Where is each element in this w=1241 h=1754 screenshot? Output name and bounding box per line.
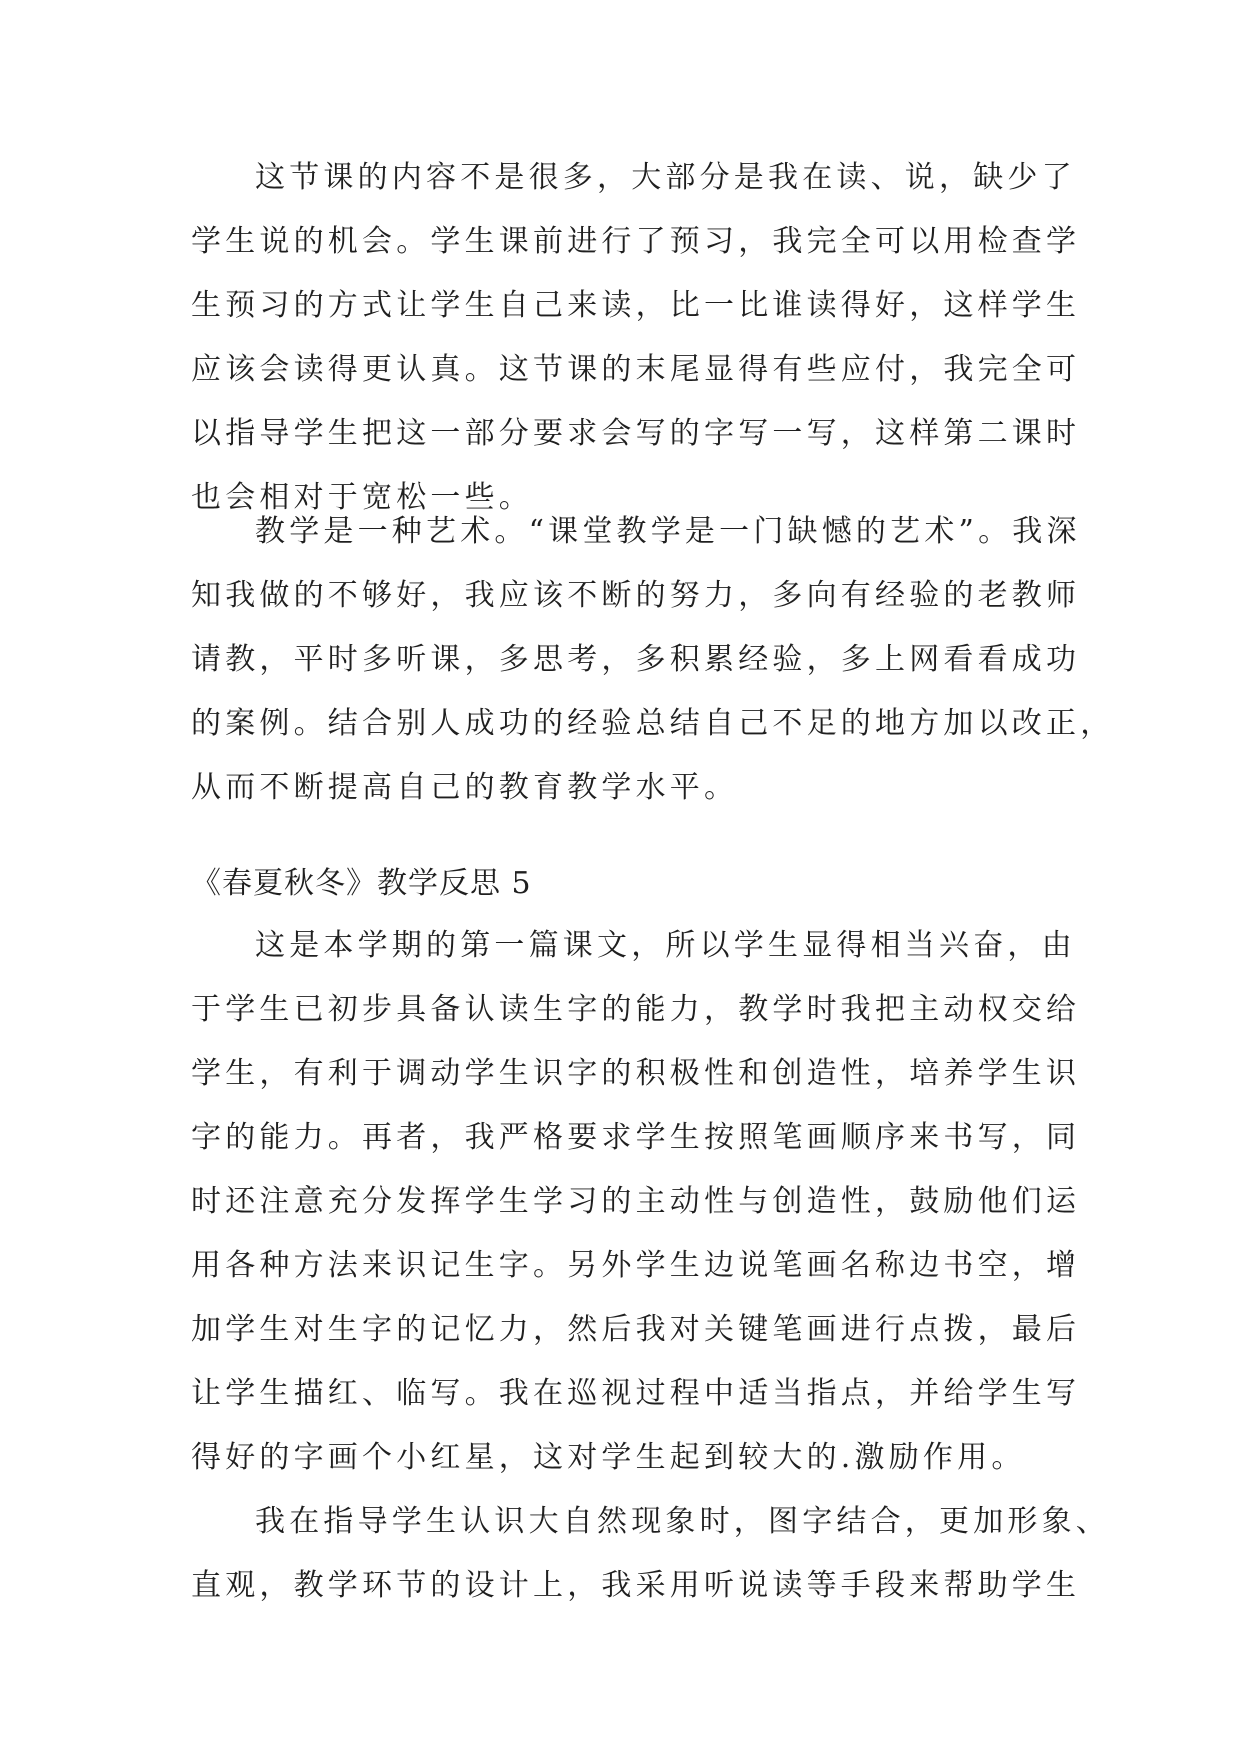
text-line: 于学生已初步具备认读生字的能力，教学时我把主动权交给 — [191, 992, 1081, 1027]
text-line: 请教，平时多听课，多思考，多积累经验，多上网看看成功 — [191, 642, 1081, 677]
text-line: 学生说的机会。学生课前进行了预习，我完全可以用检查学 — [191, 224, 1081, 259]
text-line: 的案例。结合别人成功的经验总结自己不足的地方加以改正， — [191, 706, 1115, 741]
text-line: 这是本学期的第一篇课文，所以学生显得相当兴奋，由 — [255, 928, 1076, 963]
section-heading: 《春夏秋冬》教学反思 5 — [191, 866, 532, 901]
section-heading-block — [191, 852, 1051, 916]
text-line: 应该会读得更认真。这节课的末尾显得有些应付，我完全可 — [191, 352, 1081, 387]
text-line: 字的能力。再者，我严格要求学生按照笔画顺序来书写，同 — [191, 1120, 1081, 1155]
text-line: 以指导学生把这一部分要求会写的字写一写，这样第二课时 — [191, 416, 1081, 451]
text-line: 用各种方法来识记生字。另外学生边说笔画名称边书空，增 — [191, 1248, 1081, 1283]
text-line: 时还注意充分发挥学生学习的主动性与创造性，鼓励他们运 — [191, 1184, 1081, 1219]
text-line: 让学生描红、临写。我在巡视过程中适当指点，并给学生写 — [191, 1376, 1081, 1411]
paragraph — [191, 500, 1115, 820]
text-line: 从而不断提高自己的教育教学水平。 — [191, 770, 739, 805]
paragraph — [191, 1490, 1110, 1618]
text-line: 得好的字画个小红星，这对学生起到较大的.激励作用。 — [191, 1440, 1026, 1475]
text-line: 生预习的方式让学生自己来读，比一比谁读得好，这样学生 — [191, 288, 1081, 323]
paragraph — [191, 914, 1081, 1490]
text-line: 学生，有利于调动学生识字的积极性和创造性，培养学生识 — [191, 1056, 1081, 1091]
text-line: 直观，教学环节的设计上，我采用听说读等手段来帮助学生 — [191, 1568, 1081, 1603]
text-line: 也会相对于宽松一些。 — [191, 480, 533, 515]
text-line: 知我做的不够好，我应该不断的努力，多向有经验的老教师 — [191, 578, 1081, 613]
text-line: 我在指导学生认识大自然现象时，图字结合，更加形象、 — [255, 1504, 1110, 1539]
text-line: 教学是一种艺术。“课堂教学是一门缺憾的艺术”。我深 — [255, 514, 1081, 549]
text-line: 加学生对生字的记忆力，然后我对关键笔画进行点拨，最后 — [191, 1312, 1081, 1347]
text-line: 这节课的内容不是很多，大部分是我在读、说，缺少了 — [255, 160, 1076, 195]
paragraph — [191, 146, 1081, 530]
